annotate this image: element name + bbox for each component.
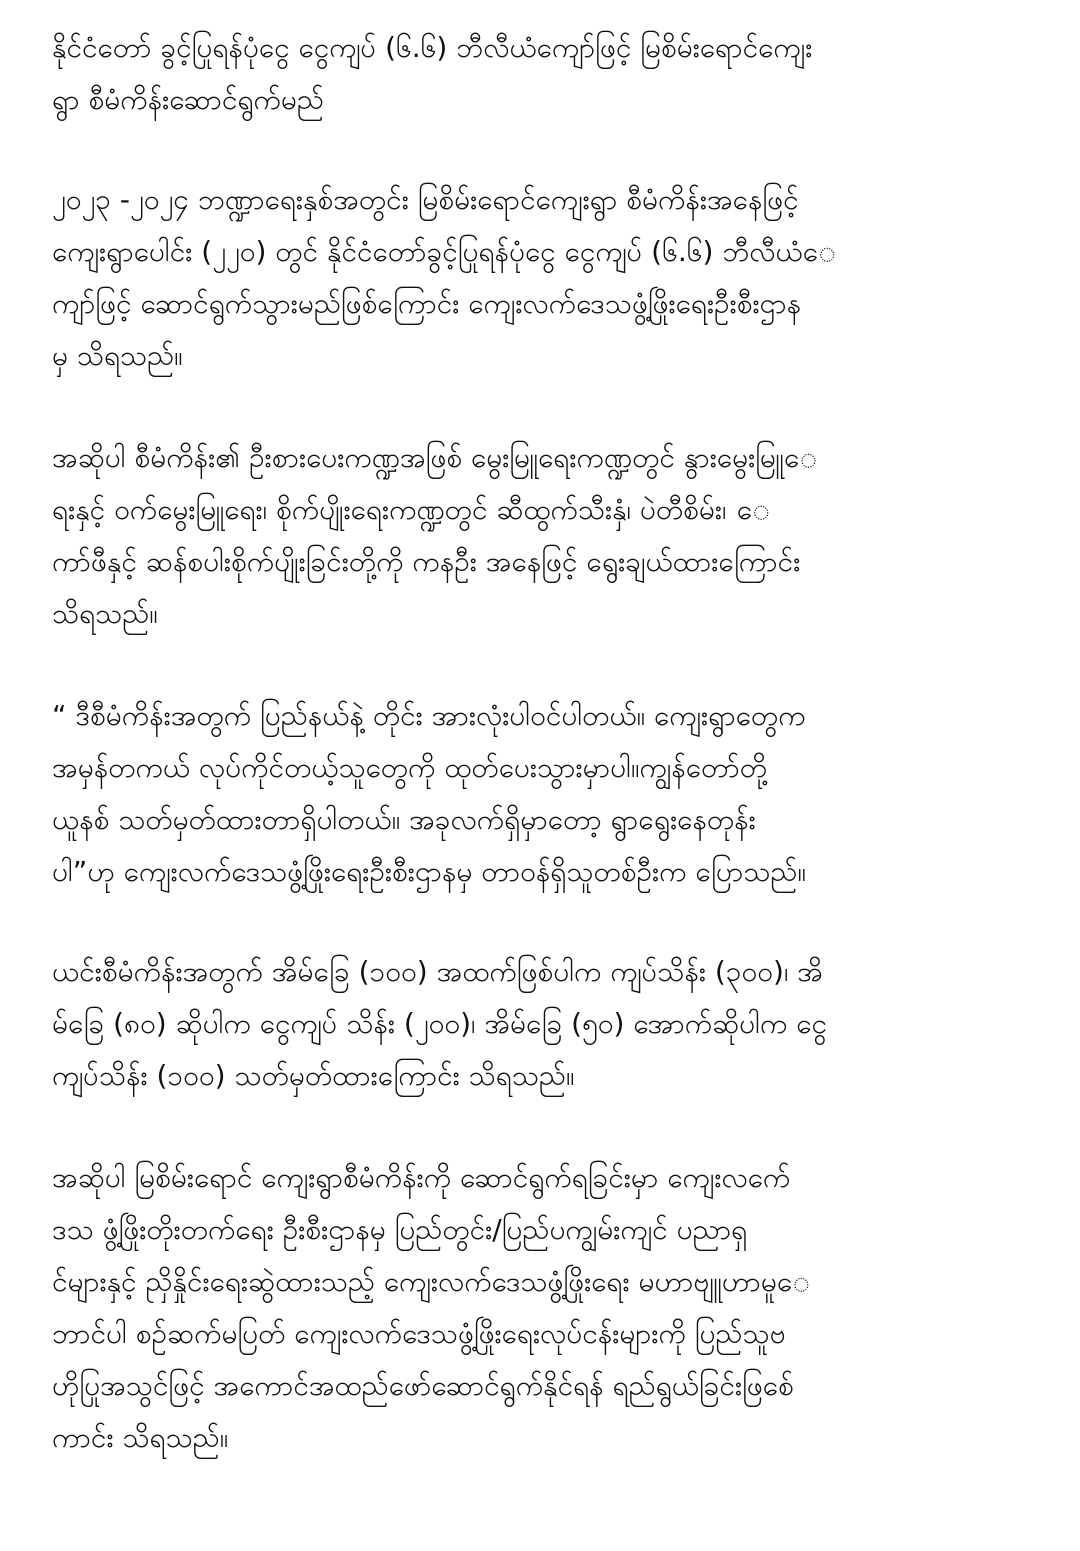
- paragraph-line: ရးနှင့် ဝက်မွေးမြူရေး၊ စိုက်ပျိုးရေးကဏ္ဍတွင် ဆီထွက်သီးနှံ၊ ပဲတီစိမ်း၊ ေ: [52, 493, 770, 526]
- paragraph-line: အဆိုပါ မြစိမ်းရောင် ကျေးရွာစီမံကိန်းကို ဆောင်ရွက်ရခြင်းမှာ ကျေးလက်ေ: [52, 1161, 791, 1194]
- title-line: နိုင်ငံတော် ခွင့်ပြုရန်ပုံငွေ ငွေကျပ် (၆.၆) ဘီလီယံကျော်ဖြင့် မြစိမ်းရောင်ကျေး: [52, 31, 813, 64]
- paragraph-line: ၂၀၂၃ -၂၀၂၄ ဘဏ္ဍာရေးနှစ်အတွင်း မြစိမ်းရောင်ကျေးရွာ စီမံကိန်းအနေဖြင့်: [52, 183, 799, 216]
- paragraph-intro: [52, 174, 1046, 382]
- paragraph-line: ကျပ်သိန်း (၁၀၀) သတ်မှတ်ထားကြောင်း သိရသည်။: [52, 1059, 575, 1092]
- paragraph-line: မ်ခြေ (၈၀) ဆိုပါက ငွေကျပ် သိန်း (၂၀၀)၊ အိမ်ခြေ (၅၀) အောက်ဆိုပါက ငွေ: [52, 1007, 828, 1040]
- paragraph-line: ဟိုပြုအသွင်ဖြင့် အကောင်အထည်ဖော်ဆောင်ရွက်နိုင်ရန် ရည်ရွယ်ခြင်းဖြစ်ေ: [52, 1369, 794, 1402]
- paragraph-line: ကျာ်ဖြင့် ဆောင်ရွက်သွားမည်ဖြစ်ကြောင်း ကျေးလက်ဒေသဖွံ့ဖြိုးရေးဦးစီးဌာန: [52, 287, 802, 320]
- paragraph-line: ဒသ ဖွံ့ဖြိုးတိုးတက်ရေး ဦးစီးဌာနမှ ပြည်တွင်း/ပြည်ပကျွမ်းကျင် ပညာရှ: [52, 1213, 748, 1246]
- article-title: [52, 22, 1046, 126]
- paragraph-line: အဆိုပါ စီမံကိန်း၏ ဦးစားပေးကဏ္ဍအဖြစ် မွေးမြူရေးကဏ္ဍတွင် နွားမွေးမြူေ: [52, 441, 818, 474]
- paragraph-line: ကာ်ဖီနှင့် ဆန်စပါးစိုက်ပျိုးခြင်းတို့ကို ကနဦး အနေဖြင့် ရွေးချယ်ထားကြောင်း: [52, 545, 801, 578]
- paragraph-priority-sectors: [52, 432, 1046, 640]
- paragraph-line: ပါ”ဟု ကျေးလက်ဒေသဖွံ့ဖြိုးရေးဦးစီးဌာနမှ တာဝန်ရှိသူတစ်ဦးက ပြောသည်။: [52, 855, 806, 888]
- paragraph-quote: [52, 690, 1046, 898]
- paragraph-funding: [52, 946, 1046, 1102]
- paragraph-line: ကျေးရွာပေါင်း (၂၂၀) တွင် နိုင်ငံတော်ခွင့်ပြုရန်ပုံငွေ ငွေကျပ် (၆.၆) ဘီလီယံေ: [52, 235, 836, 268]
- paragraph-line: င်များနှင့် ညှိနှိုင်းရေးဆွဲထားသည့် ကျေးလက်ဒေသဖွံ့ဖြိုးရေး မဟာဗျူဟာမူေ: [52, 1265, 810, 1298]
- paragraph-line: ယူနစ် သတ်မှတ်ထားတာရှိပါတယ်။ အခုလက်ရှိမှာတော့ ရွာရွေးနေတုန်း: [52, 803, 756, 836]
- paragraph-line: “ ဒီစီမံကိန်းအတွက် ပြည်နယ်နဲ့ တိုင်း အားလုံးပါဝင်ပါတယ်။ ကျေးရွာတွေက: [52, 699, 806, 732]
- paragraph-line: အမှန်တကယ် လုပ်ကိုင်တယ့်သူတွေကို ထုတ်ပေးသွားမှာပါ။ကျွန်တော်တို့: [52, 751, 768, 784]
- paragraph-line: သိရသည်။: [52, 597, 158, 630]
- paragraph-line: ဘာင်ပါ စဉ်ဆက်မပြတ် ကျေးလက်ဒေသဖွံ့ဖြိုးရေးလုပ်ငန်းများကို ပြည်သူဗ: [52, 1317, 786, 1350]
- paragraph-line: ယင်းစီမံကိန်းအတွက် အိမ်ခြေ (၁၀၀) အထက်ဖြစ်ပါက ကျပ်သိန်း (၃၀၀)၊ အိ: [52, 955, 823, 988]
- title-line: ရွာ စီမံကိန်းဆောင်ရွက်မည်: [52, 83, 325, 116]
- paragraph-line: ကာင်း သိရသည်။: [52, 1421, 229, 1454]
- paragraph-purpose: [52, 1152, 1046, 1464]
- paragraph-line: မှ သိရသည်။: [52, 339, 183, 372]
